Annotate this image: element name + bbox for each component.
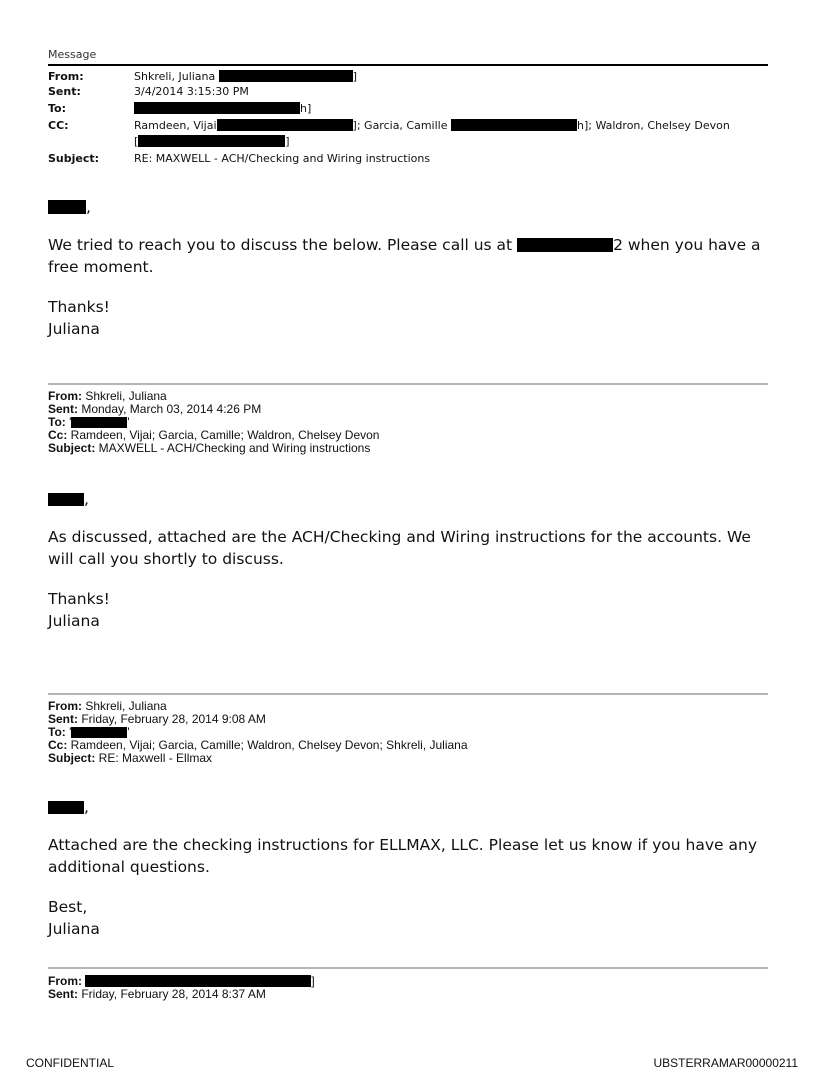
subject-value: RE: MAXWELL - ACH/Checking and Wiring instructions [134, 152, 431, 165]
header-rule [48, 64, 768, 66]
message-paragraph: As discussed, attached are the ACH/Checking and Wiring instructions for the accounts. We will call you shortly to discuss. [48, 528, 751, 568]
thanks: Thanks! [48, 590, 110, 608]
redaction [451, 119, 577, 131]
redaction [217, 119, 353, 131]
cc-name: Ramdeen, Vijai [134, 119, 217, 132]
signature: Juliana [48, 920, 100, 938]
bates-number: UBSTERRAMAR00000211 [653, 1056, 798, 1070]
message-paragraph: Attached are the checking instructions for ELLMAX, LLC. Please let us know if you have any additional questions. [48, 836, 757, 876]
forward-header: From: ] Sent: Friday, February 28, 2014 8:37 AM [48, 974, 315, 1001]
confidential-label: CONFIDENTIAL [26, 1056, 115, 1070]
greeting: , [48, 196, 768, 218]
from-value: Shkreli, Juliana [134, 70, 216, 83]
greeting: , [48, 796, 768, 818]
separator [48, 693, 768, 695]
thanks: Thanks! [48, 298, 110, 316]
cc-tail: h]; Waldron, Chelsey Devon [577, 119, 730, 132]
sent-value: 3/4/2014 3:15:30 PM [134, 85, 249, 98]
redaction [71, 417, 127, 428]
signature: Juliana [48, 612, 100, 630]
cc-bracket-open: [ [134, 135, 139, 148]
forward-header: From: Shkreli, Juliana Sent: Friday, February 28, 2014 9:08 AM To: ' ' Cc: Ramdeen, Vijai; Garcia, Camille; Waldron, Chelsey Devon; Shkreli, Juliana Subject: RE: Maxwell - Ellmax [48, 699, 468, 765]
redaction [517, 238, 613, 252]
signature: Juliana [48, 320, 100, 338]
message-paragraph: We tried to reach you to discuss the below. Please call us at 2 when you have a free moment. [48, 236, 761, 276]
separator [48, 383, 768, 385]
redaction [219, 70, 353, 82]
redaction [138, 135, 285, 147]
subject-label: Subject: [48, 152, 100, 165]
message-label: Message [48, 48, 97, 61]
redaction [48, 801, 84, 814]
cc-bracket-close: ] [285, 135, 290, 148]
redaction [48, 493, 84, 506]
sent-label: Sent: [48, 85, 81, 98]
closing: Best, [48, 898, 88, 916]
cc-tail: ]; Garcia, Camille [352, 119, 448, 132]
to-label: To: [48, 102, 66, 115]
from-label: From: [48, 70, 84, 83]
redaction [71, 727, 127, 738]
redaction [48, 200, 86, 214]
to-tail: h] [300, 102, 312, 115]
forward-header: From: Shkreli, Juliana Sent: Monday, March 03, 2014 4:26 PM To: ' ' Cc: Ramdeen, Vijai; Garcia, Camille; Waldron, Chelsey Devon Subject: MAXWELL - ACH/Checking and Wiring instructions [48, 389, 380, 455]
redaction [134, 102, 300, 114]
greeting: , [48, 488, 768, 510]
separator [48, 967, 768, 969]
redaction [85, 975, 311, 987]
cc-label: CC: [48, 119, 69, 132]
from-tail: ] [352, 70, 358, 83]
